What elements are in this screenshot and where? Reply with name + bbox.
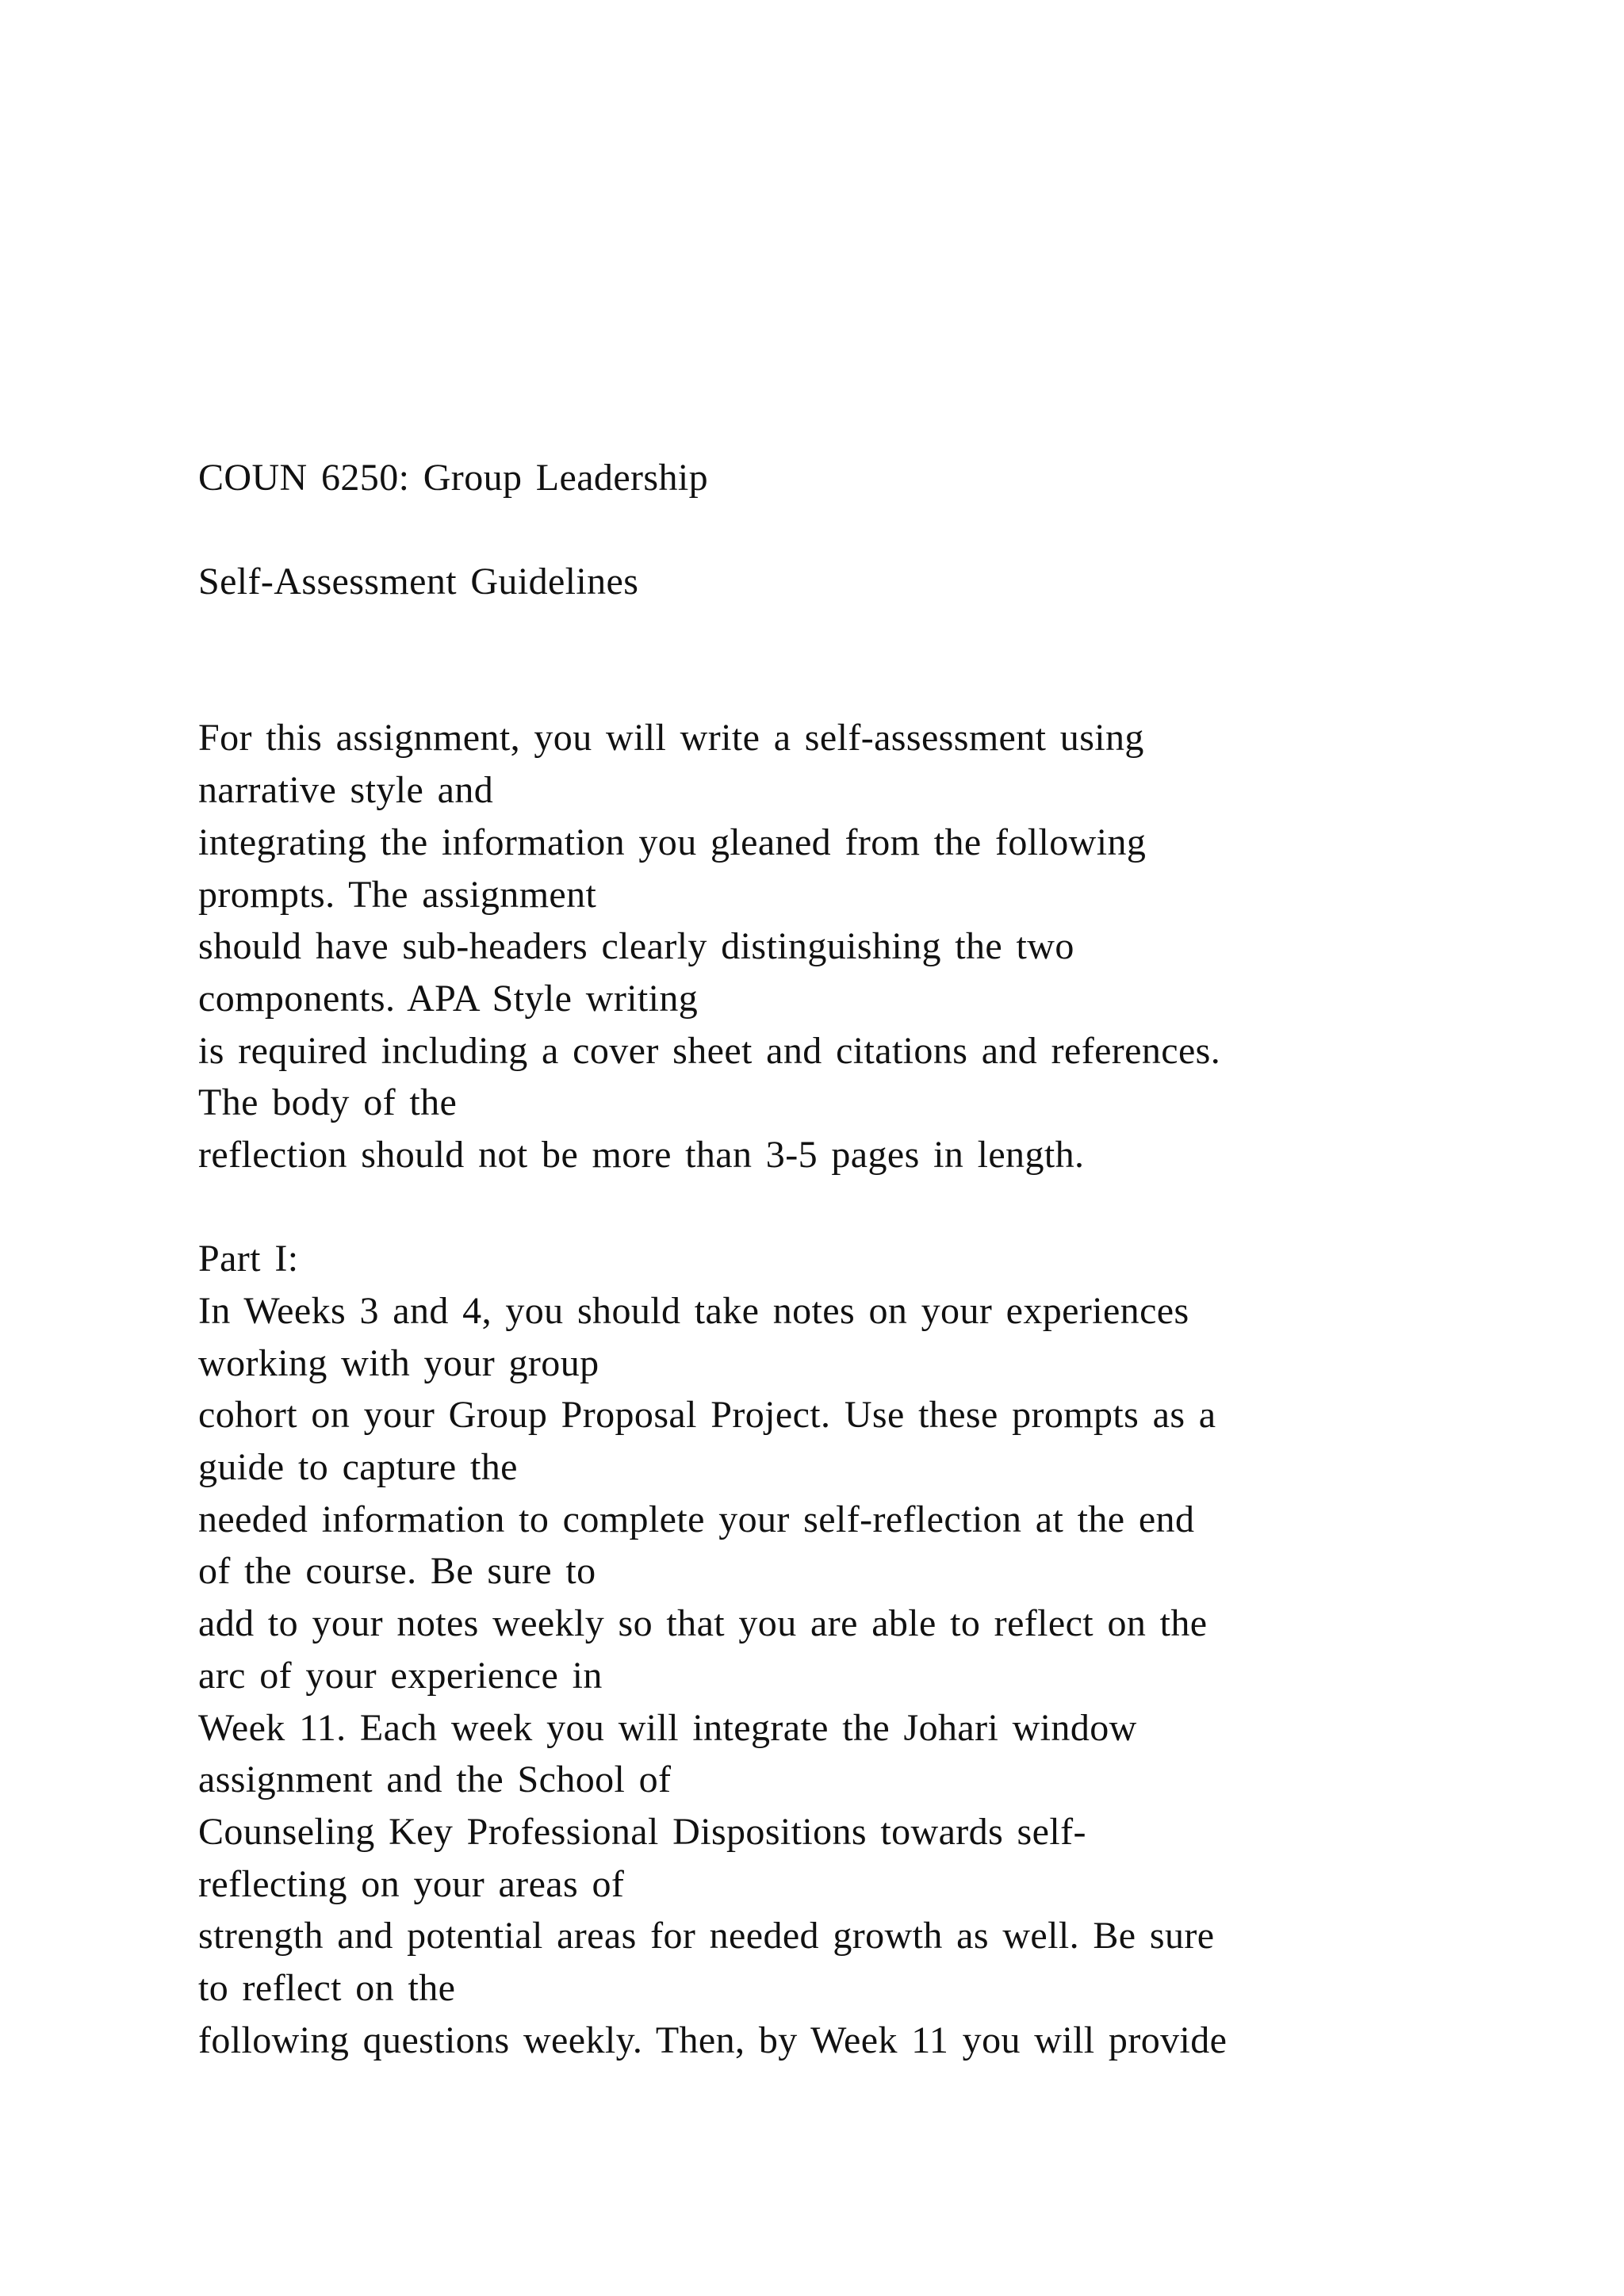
intro-paragraph: [198, 712, 1435, 1181]
part1-paragraph: [198, 1285, 1435, 2066]
part1-line: arc of your experience in: [198, 1654, 603, 1697]
intro-line: should have sub-headers clearly distinguishing the two: [198, 925, 1074, 968]
part1-line: of the course. Be sure to: [198, 1550, 596, 1593]
intro-line: prompts. The assignment: [198, 873, 597, 916]
intro-line: is required including a cover sheet and citations and references.: [198, 1029, 1221, 1072]
document-title: COUN 6250: Group Leadership: [198, 457, 709, 499]
part1-line: reflecting on your areas of: [198, 1862, 625, 1905]
part1-line: to reflect on the: [198, 1966, 456, 2009]
part1-line: needed information to complete your self-reflection at the end: [198, 1498, 1195, 1540]
intro-line: integrating the information you gleaned from the following: [198, 821, 1147, 863]
document-subtitle: Self-Assessment Guidelines: [198, 561, 639, 603]
intro-line: The body of the: [198, 1081, 458, 1124]
document-body: [198, 452, 1435, 2066]
intro-line: For this assignment, you will write a self-assessment using: [198, 717, 1144, 760]
intro-line: narrative style and: [198, 769, 494, 812]
part1-line: guide to capture the: [198, 1446, 518, 1489]
part1-line: add to your notes weekly so that you are able to reflect on the: [198, 1602, 1208, 1645]
intro-line: components. APA Style writing: [198, 977, 699, 1020]
spacer: [198, 608, 1435, 660]
part1-line: following questions weekly. Then, by Week 11 you will provide: [198, 2019, 1228, 2061]
spacer: [198, 660, 1435, 713]
part1-line: strength and potential areas for needed growth as well. Be sure: [198, 1915, 1215, 1957]
spacer: [198, 1181, 1435, 1234]
spacer: [198, 504, 1435, 557]
part1-line: assignment and the School of: [198, 1758, 672, 1801]
part1-line: cohort on your Group Proposal Project. Use these prompts as a: [198, 1394, 1216, 1437]
part1-line: Week 11. Each week you will integrate the Johari window: [198, 1706, 1137, 1749]
intro-line: reflection should not be more than 3-5 pages in length.: [198, 1133, 1085, 1176]
part1-line: working with your group: [198, 1341, 599, 1384]
part1-line: In Weeks 3 and 4, you should take notes on your experiences: [198, 1290, 1189, 1332]
part1-line: Counseling Key Professional Dispositions towards self-: [198, 1810, 1086, 1853]
part1-heading: Part I:: [198, 1238, 299, 1280]
